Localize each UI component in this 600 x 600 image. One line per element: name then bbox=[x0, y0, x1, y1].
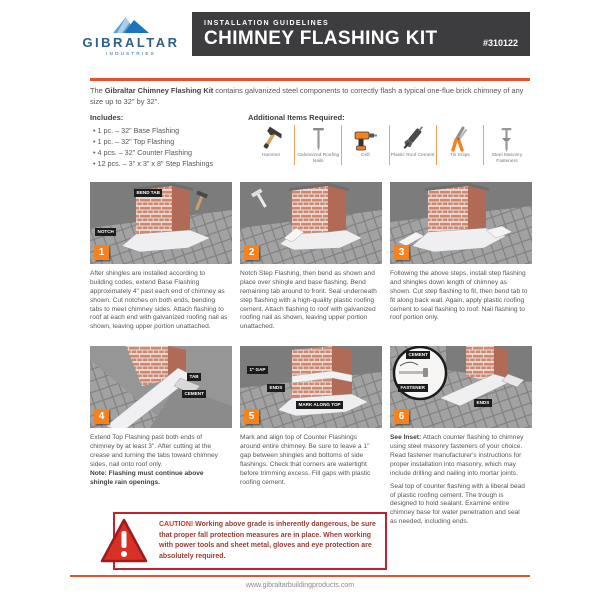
includes-heading: Includes: bbox=[90, 113, 124, 122]
step-6-illustration bbox=[390, 346, 532, 428]
step-5-illustration bbox=[240, 346, 382, 428]
mountain-logo-icon bbox=[107, 12, 155, 36]
intro-product-name: Gibraltar Chimney Flashing Kit bbox=[104, 86, 214, 95]
step-3-illustration bbox=[390, 182, 532, 264]
caution-box bbox=[113, 512, 387, 570]
step-panel-1 bbox=[90, 182, 232, 346]
step-4-illustration bbox=[90, 346, 232, 428]
callout-label: MARK ALONG TOP bbox=[296, 401, 343, 409]
caulk-gun-icon bbox=[400, 126, 425, 152]
step-5-text: Mark and align top of Counter Flashings around entire chimney. Be sure to leave a 1" gap between shingles and bottoms of side flashings. Check that corners are watertight before trimming excess. Fill gaps with plastic roofing cement. bbox=[240, 434, 371, 486]
additional-items-heading: Additional Items Required: bbox=[248, 113, 345, 122]
nail-icon bbox=[306, 126, 331, 152]
logo-name: GIBRALTAR bbox=[82, 35, 180, 50]
step-number-badge: 5 bbox=[244, 409, 259, 424]
tool-label: Plastic Roof Cement bbox=[390, 153, 435, 158]
step-2-illustration bbox=[240, 182, 382, 264]
tool-roof-cement bbox=[389, 125, 436, 165]
tool-masonry-fasteners bbox=[483, 125, 530, 165]
caution-text bbox=[159, 520, 377, 562]
intro-lead: The bbox=[90, 86, 105, 95]
kicker: INSTALLATION GUIDELINES bbox=[204, 20, 329, 27]
step-2-text: Notch Step Flashing, then bend as shown and place over shingle and base flashing. Bend remaining tab around to front. Seal underneath step flashing with a high-quality plastic roofing cement. Attach flashing to roof with galvanized roofing nail as shown, leaving upper portion unattached. bbox=[240, 270, 377, 331]
step-6-text bbox=[390, 434, 528, 527]
accent-rule bbox=[90, 78, 530, 81]
step-6-body: Attach counter flashing to chimney using steel masonry fasteners of your choice. Read fastener manufacturer's instructions for proper installation into masonry, which may include drilling and nailing into mortar joints. bbox=[390, 434, 524, 477]
list-item: • 12 pcs. – 3" x 3" x 8" Step Flashings bbox=[93, 158, 248, 169]
callout-label: NOTCH bbox=[95, 228, 116, 236]
tool-hammer bbox=[248, 125, 294, 165]
callout-label: TAB bbox=[187, 373, 201, 381]
tools-row bbox=[248, 125, 530, 165]
counter-flashing-illustration bbox=[240, 346, 382, 428]
instruction-steps-grid bbox=[90, 182, 532, 541]
intro-paragraph bbox=[90, 86, 528, 107]
step-3-text: Following the above steps, install step flashing and shingles down length of chimney as shown. Cut step flashing to fit, then bend tab to fit along back wall. Again, apply plastic roofing cement to seal flashing to roof. Nail flashing to roof portion only. bbox=[390, 270, 528, 322]
step-number-badge: 2 bbox=[244, 245, 259, 260]
step-4-body: Extend Top Flashing past both ends of chimney by at least 3". After cutting at the crease and turning the tabs toward chimney sides, nail onto roof only. bbox=[90, 434, 218, 468]
step-panel-2 bbox=[240, 182, 382, 346]
callout-label: ENDS bbox=[267, 384, 285, 392]
step-4-note: Note: Flashing must continue above shingle rain openings. bbox=[90, 469, 204, 486]
caution-word: CAUTION! bbox=[159, 521, 194, 528]
step-number-badge: 1 bbox=[94, 245, 109, 260]
callout-label: FASTENER bbox=[398, 384, 428, 392]
title-banner bbox=[192, 12, 530, 56]
step-flashing-illustration bbox=[240, 182, 382, 264]
callout-label: BEND TAB bbox=[134, 189, 162, 197]
top-flashing-illustration bbox=[90, 346, 232, 428]
page-title: CHIMNEY FLASHING KIT bbox=[204, 28, 438, 49]
tool-tin-snips bbox=[436, 125, 483, 165]
callout-label: CEMENT bbox=[406, 351, 430, 359]
callout-label: CEMENT bbox=[182, 390, 206, 398]
footer-rule bbox=[70, 575, 530, 577]
step-4-text bbox=[90, 434, 228, 487]
tool-label: Tin Snips bbox=[449, 153, 470, 158]
callout-label: ENDS bbox=[474, 399, 492, 407]
callout-label: 1" GAP bbox=[247, 366, 268, 374]
step-panel-6 bbox=[390, 346, 532, 541]
step-6-lead: See Inset: bbox=[390, 434, 422, 442]
step-6-body-2: Seal top of counter flashing with a liberal bead of plastic roofing cement. The trough is designed to hold sealant. Examine entire chimney base for water penetration and seal as needed, including ends. bbox=[390, 482, 525, 526]
tool-label: Steel Masonry Fasteners bbox=[491, 153, 523, 164]
step-panel-3 bbox=[390, 182, 532, 346]
warning-triangle-icon bbox=[99, 517, 149, 565]
additional-items-section bbox=[248, 113, 530, 170]
logo-subtitle: INDUSTRIES bbox=[106, 51, 156, 56]
list-item: • 1 pc. – 32" Base Flashing bbox=[93, 125, 248, 136]
step-number-badge: 3 bbox=[394, 245, 409, 260]
step-number-badge: 6 bbox=[394, 409, 409, 424]
list-item: • 4 pcs. – 32" Counter Flashing bbox=[93, 147, 248, 158]
includes-list bbox=[90, 125, 248, 170]
kit-info-columns bbox=[90, 113, 530, 170]
masonry-fastener-icon bbox=[494, 126, 519, 152]
step-flashing-rows-illustration bbox=[390, 182, 532, 264]
caution-body: Working above grade is inherently dangerous, be sure that proper fall protection measures are in place. When working with power tools and sheet metal, gloves and eye protection are absolutely required. bbox=[159, 521, 376, 560]
header bbox=[76, 12, 530, 56]
tool-drill bbox=[341, 125, 388, 165]
step-1-text: After shingles are installed according to building codes, extend Base Flashing approximately 4" past each end of chimney as shown. Cut notches on both ends, bending tabs to meet chimney sides. Attach flashing to roof at each end with galvanized roofing nail as shown, leaving upper portion unattached. bbox=[90, 270, 228, 331]
tool-roofing-nails bbox=[294, 125, 341, 165]
step-number-badge: 4 bbox=[94, 409, 109, 424]
tool-label: Drill bbox=[361, 153, 370, 158]
hammer-icon bbox=[259, 126, 284, 152]
drill-icon bbox=[353, 126, 378, 152]
tin-snips-icon bbox=[447, 126, 472, 152]
list-item: • 1 pc. – 32" Top Flashing bbox=[93, 136, 248, 147]
part-number: #310122 bbox=[482, 38, 518, 48]
includes-section bbox=[90, 113, 248, 170]
intro-rest: contains galvanized steel components to correctly flash a typical one-flue brick chimney of any size up to 32" by 32". bbox=[90, 86, 524, 106]
tool-label: Galvanized Roofing Nails bbox=[297, 153, 340, 164]
tool-label: Hammer bbox=[261, 153, 281, 158]
gibraltar-logo bbox=[76, 12, 192, 56]
step-1-illustration bbox=[90, 182, 232, 264]
footer-url: www.gibraltarbuildingproducts.com bbox=[245, 582, 355, 589]
